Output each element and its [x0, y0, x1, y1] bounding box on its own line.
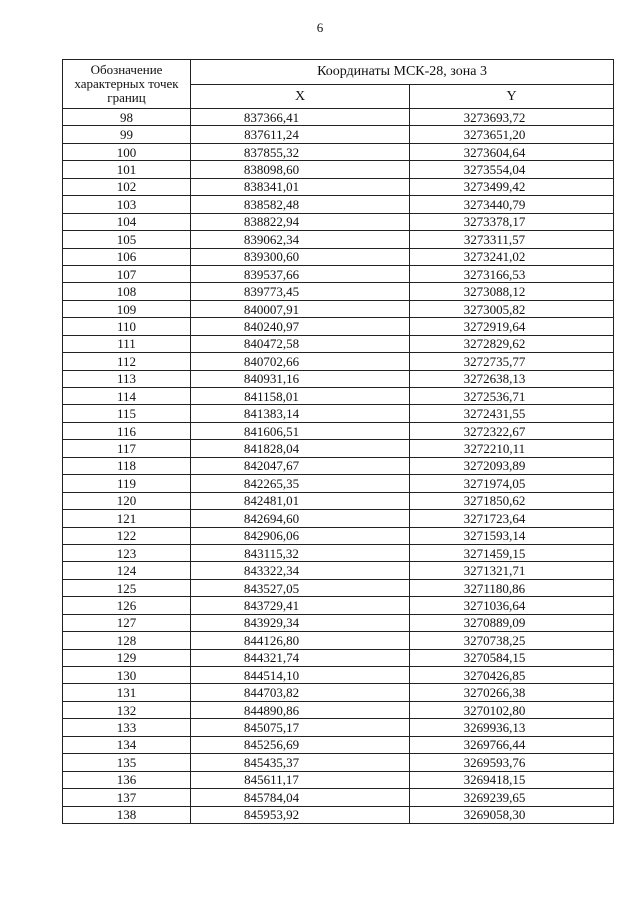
- x-coordinate-cell: 845075,17: [191, 719, 410, 736]
- point-number-cell: 101: [63, 161, 191, 178]
- y-coordinate-cell: 3269418,15: [410, 771, 614, 788]
- y-coordinate-cell: 3269239,65: [410, 789, 614, 806]
- x-coordinate-cell: 840931,16: [191, 370, 410, 387]
- y-coordinate-cell: 3269058,30: [410, 806, 614, 823]
- y-coordinate-cell: 3273005,82: [410, 300, 614, 317]
- y-coordinate-cell: 3272431,55: [410, 405, 614, 422]
- x-coordinate-cell: 840240,97: [191, 318, 410, 335]
- point-number-cell: 118: [63, 457, 191, 474]
- point-number-cell: 133: [63, 719, 191, 736]
- table-row: [63, 614, 614, 631]
- point-number-cell: 127: [63, 614, 191, 631]
- point-number-cell: 100: [63, 143, 191, 160]
- point-number-cell: 124: [63, 562, 191, 579]
- x-coordinate-cell: 839062,34: [191, 231, 410, 248]
- y-coordinate-cell: 3272829,62: [410, 335, 614, 352]
- y-coordinate-cell: 3271036,64: [410, 597, 614, 614]
- table-row: [63, 300, 614, 317]
- y-coordinate-cell: 3271850,62: [410, 492, 614, 509]
- point-number-cell: 138: [63, 806, 191, 823]
- y-coordinate-cell: 3270426,85: [410, 667, 614, 684]
- x-coordinate-cell: 843115,32: [191, 544, 410, 561]
- x-coordinate-cell: 840007,91: [191, 300, 410, 317]
- x-coordinate-cell: 845784,04: [191, 789, 410, 806]
- header-coordinate-system: Координаты МСК-28, зона 3: [191, 60, 614, 85]
- table-row: [63, 440, 614, 457]
- header-y: Y: [410, 85, 614, 109]
- table-row: [63, 649, 614, 666]
- point-number-cell: 107: [63, 265, 191, 282]
- table-body: [63, 109, 614, 824]
- table-row: [63, 422, 614, 439]
- point-number-cell: 112: [63, 353, 191, 370]
- y-coordinate-cell: 3269936,13: [410, 719, 614, 736]
- y-coordinate-cell: 3270102,80: [410, 701, 614, 718]
- y-coordinate-cell: 3272536,71: [410, 388, 614, 405]
- y-coordinate-cell: 3271180,86: [410, 579, 614, 596]
- x-coordinate-cell: 845256,69: [191, 736, 410, 753]
- table-row: [63, 335, 614, 352]
- point-number-cell: 105: [63, 231, 191, 248]
- y-coordinate-cell: 3272919,64: [410, 318, 614, 335]
- table-row: [63, 754, 614, 771]
- point-number-cell: 131: [63, 684, 191, 701]
- table-row: [63, 736, 614, 753]
- point-number-cell: 114: [63, 388, 191, 405]
- point-number-cell: 137: [63, 789, 191, 806]
- x-coordinate-cell: 838341,01: [191, 178, 410, 195]
- x-coordinate-cell: 843322,34: [191, 562, 410, 579]
- x-coordinate-cell: 842265,35: [191, 475, 410, 492]
- point-number-cell: 126: [63, 597, 191, 614]
- table-row: [63, 370, 614, 387]
- x-coordinate-cell: 844514,10: [191, 667, 410, 684]
- header-x: X: [191, 85, 410, 109]
- point-number-cell: 122: [63, 527, 191, 544]
- table-row: [63, 510, 614, 527]
- table-row: [63, 178, 614, 195]
- y-coordinate-cell: 3273651,20: [410, 126, 614, 143]
- y-coordinate-cell: 3271593,14: [410, 527, 614, 544]
- point-number-cell: 102: [63, 178, 191, 195]
- x-coordinate-cell: 842694,60: [191, 510, 410, 527]
- x-coordinate-cell: 839537,66: [191, 265, 410, 282]
- page-number: 6: [316, 20, 324, 35]
- point-number-cell: 121: [63, 510, 191, 527]
- point-number-cell: 104: [63, 213, 191, 230]
- table-row: [63, 283, 614, 300]
- y-coordinate-cell: 3271321,71: [410, 562, 614, 579]
- x-coordinate-cell: 840702,66: [191, 353, 410, 370]
- x-coordinate-cell: 845953,92: [191, 806, 410, 823]
- point-number-cell: 111: [63, 335, 191, 352]
- x-coordinate-cell: 837855,32: [191, 143, 410, 160]
- table-row: [63, 196, 614, 213]
- x-coordinate-cell: 844126,80: [191, 632, 410, 649]
- table-row: [63, 632, 614, 649]
- y-coordinate-cell: 3269593,76: [410, 754, 614, 771]
- table-row: [63, 789, 614, 806]
- y-coordinate-cell: 3273241,02: [410, 248, 614, 265]
- x-coordinate-cell: 839773,45: [191, 283, 410, 300]
- y-coordinate-cell: 3272322,67: [410, 422, 614, 439]
- point-number-cell: 99: [63, 126, 191, 143]
- point-number-cell: 136: [63, 771, 191, 788]
- table-row: [63, 213, 614, 230]
- x-coordinate-cell: 845435,37: [191, 754, 410, 771]
- y-coordinate-cell: 3273554,04: [410, 161, 614, 178]
- point-number-cell: 125: [63, 579, 191, 596]
- y-coordinate-cell: 3269766,44: [410, 736, 614, 753]
- point-number-cell: 129: [63, 649, 191, 666]
- x-coordinate-cell: 838098,60: [191, 161, 410, 178]
- x-coordinate-cell: 840472,58: [191, 335, 410, 352]
- table-header: [63, 60, 614, 109]
- y-coordinate-cell: 3273378,17: [410, 213, 614, 230]
- point-number-cell: 113: [63, 370, 191, 387]
- table-row: [63, 405, 614, 422]
- point-number-cell: 135: [63, 754, 191, 771]
- y-coordinate-cell: 3273311,57: [410, 231, 614, 248]
- table-row: [63, 562, 614, 579]
- x-coordinate-cell: 844703,82: [191, 684, 410, 701]
- table-row: [63, 527, 614, 544]
- y-coordinate-cell: 3272638,13: [410, 370, 614, 387]
- y-coordinate-cell: 3270738,25: [410, 632, 614, 649]
- y-coordinate-cell: 3273604,64: [410, 143, 614, 160]
- y-coordinate-cell: 3273499,42: [410, 178, 614, 195]
- y-coordinate-cell: 3271459,15: [410, 544, 614, 561]
- x-coordinate-cell: 844321,74: [191, 649, 410, 666]
- table-row: [63, 143, 614, 160]
- x-coordinate-cell: 845611,17: [191, 771, 410, 788]
- x-coordinate-cell: 843929,34: [191, 614, 410, 631]
- x-coordinate-cell: 841383,14: [191, 405, 410, 422]
- table-row: [63, 126, 614, 143]
- y-coordinate-cell: 3273693,72: [410, 109, 614, 126]
- x-coordinate-cell: 844890,86: [191, 701, 410, 718]
- table-row: [63, 318, 614, 335]
- y-coordinate-cell: 3270584,15: [410, 649, 614, 666]
- table-row: [63, 771, 614, 788]
- y-coordinate-cell: 3272093,89: [410, 457, 614, 474]
- x-coordinate-cell: 841828,04: [191, 440, 410, 457]
- x-coordinate-cell: 842047,67: [191, 457, 410, 474]
- y-coordinate-cell: 3273088,12: [410, 283, 614, 300]
- point-number-cell: 130: [63, 667, 191, 684]
- point-number-cell: 123: [63, 544, 191, 561]
- y-coordinate-cell: 3272735,77: [410, 353, 614, 370]
- y-coordinate-cell: 3273166,53: [410, 265, 614, 282]
- point-number-cell: 134: [63, 736, 191, 753]
- table-row: [63, 492, 614, 509]
- point-number-cell: 128: [63, 632, 191, 649]
- point-number-cell: 108: [63, 283, 191, 300]
- table-row: [63, 161, 614, 178]
- y-coordinate-cell: 3271974,05: [410, 475, 614, 492]
- table-row: [63, 457, 614, 474]
- table-row: [63, 667, 614, 684]
- x-coordinate-cell: 839300,60: [191, 248, 410, 265]
- point-number-cell: 110: [63, 318, 191, 335]
- point-number-cell: 120: [63, 492, 191, 509]
- x-coordinate-cell: 838822,94: [191, 213, 410, 230]
- point-number-cell: 119: [63, 475, 191, 492]
- table-row: [63, 475, 614, 492]
- table-row: [63, 684, 614, 701]
- table-row: [63, 109, 614, 126]
- point-number-cell: 116: [63, 422, 191, 439]
- x-coordinate-cell: 843729,41: [191, 597, 410, 614]
- table-row: [63, 265, 614, 282]
- x-coordinate-cell: 837611,24: [191, 126, 410, 143]
- coordinates-table: [62, 59, 614, 824]
- y-coordinate-cell: 3270889,09: [410, 614, 614, 631]
- x-coordinate-cell: 842906,06: [191, 527, 410, 544]
- point-number-cell: 117: [63, 440, 191, 457]
- x-coordinate-cell: 837366,41: [191, 109, 410, 126]
- point-number-cell: 109: [63, 300, 191, 317]
- table-row: [63, 544, 614, 561]
- table-row: [63, 388, 614, 405]
- point-number-cell: 98: [63, 109, 191, 126]
- header-point-label: Обозначение характерных точек границ: [63, 60, 191, 109]
- table-row: [63, 579, 614, 596]
- point-number-cell: 103: [63, 196, 191, 213]
- table-row: [63, 806, 614, 823]
- table-row: [63, 353, 614, 370]
- point-number-cell: 115: [63, 405, 191, 422]
- table-row: [63, 719, 614, 736]
- x-coordinate-cell: 841606,51: [191, 422, 410, 439]
- y-coordinate-cell: 3271723,64: [410, 510, 614, 527]
- point-number-cell: 132: [63, 701, 191, 718]
- point-number-cell: 106: [63, 248, 191, 265]
- table-row: [63, 231, 614, 248]
- table-row: [63, 597, 614, 614]
- y-coordinate-cell: 3270266,38: [410, 684, 614, 701]
- table-row: [63, 701, 614, 718]
- x-coordinate-cell: 838582,48: [191, 196, 410, 213]
- y-coordinate-cell: 3272210,11: [410, 440, 614, 457]
- y-coordinate-cell: 3273440,79: [410, 196, 614, 213]
- table-row: [63, 248, 614, 265]
- x-coordinate-cell: 842481,01: [191, 492, 410, 509]
- x-coordinate-cell: 843527,05: [191, 579, 410, 596]
- x-coordinate-cell: 841158,01: [191, 388, 410, 405]
